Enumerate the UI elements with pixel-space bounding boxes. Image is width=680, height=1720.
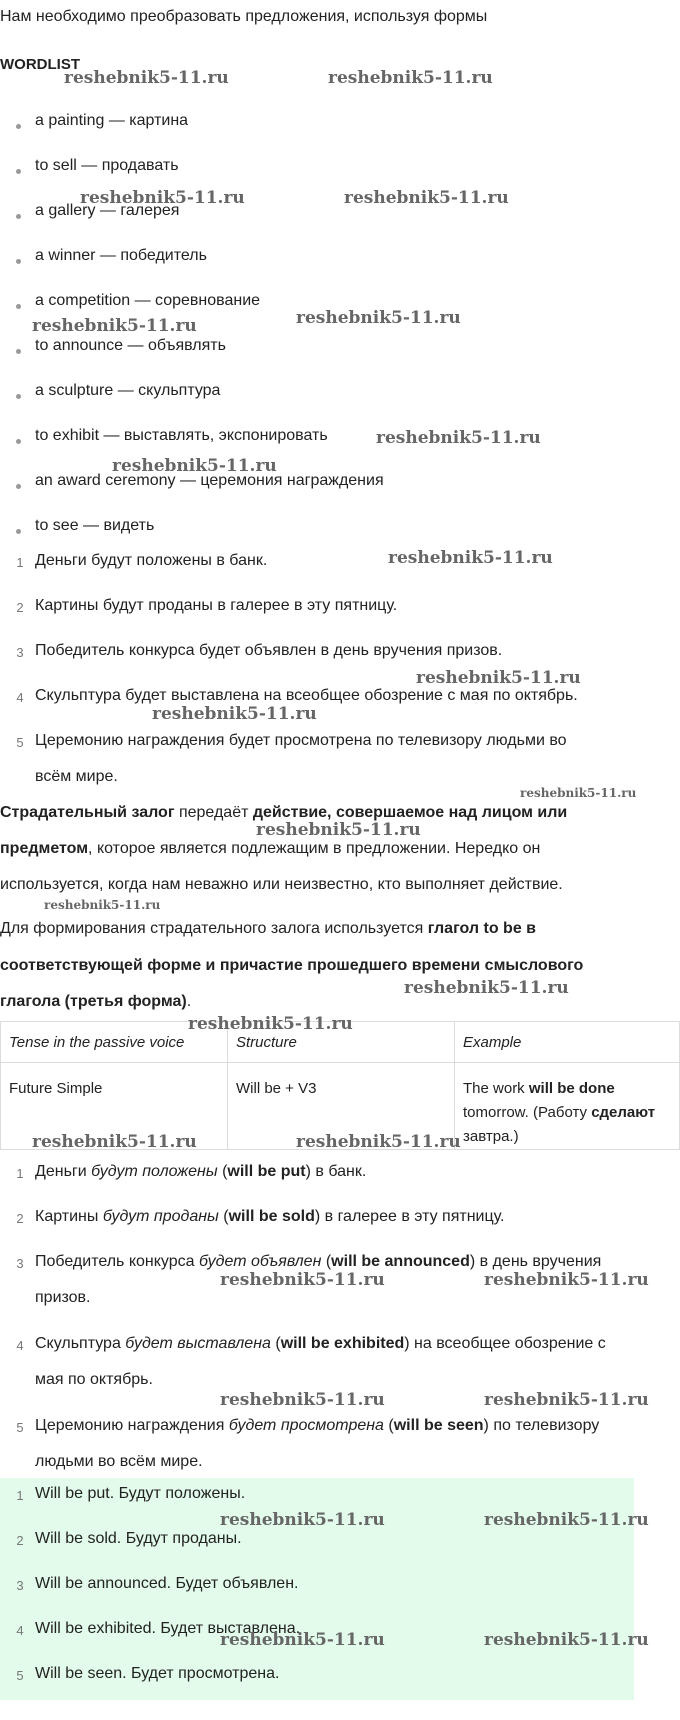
watermark: reshebnik5-11.ru bbox=[388, 548, 553, 568]
table-cell-structure: Will be + V3 bbox=[228, 1063, 455, 1150]
list-item: a gallery — галерея bbox=[35, 202, 180, 219]
watermark: reshebnik5-11.ru bbox=[44, 898, 161, 912]
theory-paragraph-1-line-3: используется, когда нам неважно или неизвестно, кто выполняет действие. bbox=[0, 876, 563, 893]
watermark: reshebnik5-11.ru bbox=[404, 978, 569, 998]
theory-paragraph-2-line-1: Для формирования страдательного залога используется глагол to be в bbox=[0, 920, 536, 937]
bullet-icon bbox=[16, 169, 21, 174]
watermark: reshebnik5-11.ru bbox=[220, 1270, 385, 1290]
item-number: 5 bbox=[16, 1668, 24, 1683]
watermark: reshebnik5-11.ru bbox=[188, 1014, 353, 1034]
watermark: reshebnik5-11.ru bbox=[80, 188, 245, 208]
item-number: 1 bbox=[16, 1166, 24, 1181]
item-number: 3 bbox=[16, 1256, 24, 1271]
list-item: to announce — объявлять bbox=[35, 337, 226, 354]
answer-item: Will be seen. Будет просмотрена. bbox=[35, 1665, 280, 1682]
item-number: 4 bbox=[16, 690, 24, 705]
list-item-continuation: мая по октябрь. bbox=[35, 1371, 153, 1388]
watermark: reshebnik5-11.ru bbox=[32, 316, 197, 336]
watermark: reshebnik5-11.ru bbox=[256, 820, 421, 840]
bullet-icon bbox=[16, 529, 21, 534]
item-number: 1 bbox=[16, 555, 24, 570]
list-item: Деньги будут положены (will be put) в банк. bbox=[35, 1163, 367, 1180]
list-item: Деньги будут положены в банк. bbox=[35, 552, 268, 569]
list-item: Победитель конкурса будет объявлен (will be announced) в день вручения bbox=[35, 1253, 602, 1270]
theory-paragraph-2-line-2: соответствующей форме и причастие прошедшего времени смыслового bbox=[0, 957, 584, 974]
list-item: to see — видеть bbox=[35, 517, 155, 534]
watermark: reshebnik5-11.ru bbox=[64, 68, 229, 88]
table-header-cell: Structure bbox=[228, 1022, 455, 1063]
item-number: 3 bbox=[16, 1578, 24, 1593]
bullet-icon bbox=[16, 439, 21, 444]
list-item: Победитель конкурса будет объявлен в день вручения призов. bbox=[35, 642, 503, 659]
table-row bbox=[1, 1063, 680, 1150]
list-item: Скульптура будет выставлена (will be exhibited) на всеобщее обозрение с bbox=[35, 1335, 606, 1352]
table-header-row bbox=[1, 1022, 680, 1063]
watermark: reshebnik5-11.ru bbox=[220, 1390, 385, 1410]
list-item-continuation: людьми во всём мире. bbox=[35, 1453, 203, 1470]
list-item: a winner — победитель bbox=[35, 247, 207, 264]
theory-paragraph-1-line-2: предметом, которое является подлежащим в предложении. Нередко он bbox=[0, 840, 541, 857]
bullet-icon bbox=[16, 394, 21, 399]
list-item: a painting — картина bbox=[35, 112, 189, 129]
watermark: reshebnik5-11.ru bbox=[416, 668, 581, 688]
watermark: reshebnik5-11.ru bbox=[344, 188, 509, 208]
list-item: a sculpture — скульптура bbox=[35, 382, 221, 399]
list-item: Картины будут проданы в галерее в эту пятницу. bbox=[35, 597, 398, 614]
watermark: reshebnik5-11.ru bbox=[152, 704, 317, 724]
list-item: a competition — соревнование bbox=[35, 292, 261, 309]
item-number: 5 bbox=[16, 735, 24, 750]
list-item: Церемонию награждения будет просмотрена по телевизору людьми во bbox=[35, 732, 567, 749]
item-number: 1 bbox=[16, 1488, 24, 1503]
table-cell-tense: Future Simple bbox=[1, 1063, 228, 1150]
list-item: Картины будут проданы (will be sold) в галерее в эту пятницу. bbox=[35, 1208, 505, 1225]
answer-item: Will be put. Будут положены. bbox=[35, 1485, 246, 1502]
item-number: 2 bbox=[16, 1533, 24, 1548]
item-number: 5 bbox=[16, 1420, 24, 1435]
item-number: 3 bbox=[16, 645, 24, 660]
answer-item: Will be announced. Будет объявлен. bbox=[35, 1575, 299, 1592]
item-number: 2 bbox=[16, 600, 24, 615]
wordlist-heading: WORDLIST bbox=[0, 56, 80, 73]
list-item: Церемонию награждения будет просмотрена (will be seen) по телевизору bbox=[35, 1417, 600, 1434]
list-item: Скульптура будет выставлена на всеобщее обозрение с мая по октябрь. bbox=[35, 687, 578, 704]
answer-item: Will be sold. Будут проданы. bbox=[35, 1530, 242, 1547]
watermark: reshebnik5-11.ru bbox=[32, 1132, 197, 1152]
theory-paragraph-2-line-3: глагола (третья форма). bbox=[0, 993, 192, 1010]
watermark: reshebnik5-11.ru bbox=[520, 786, 637, 800]
list-item: to exhibit — выставлять, экспонировать bbox=[35, 427, 328, 444]
bullet-icon bbox=[16, 214, 21, 219]
watermark: reshebnik5-11.ru bbox=[484, 1390, 649, 1410]
bullet-icon bbox=[16, 484, 21, 489]
watermark: reshebnik5-11.ru bbox=[296, 308, 461, 328]
watermark: reshebnik5-11.ru bbox=[220, 1630, 385, 1650]
item-number: 4 bbox=[16, 1338, 24, 1353]
watermark: reshebnik5-11.ru bbox=[484, 1510, 649, 1530]
item-number: 4 bbox=[16, 1623, 24, 1638]
watermark: reshebnik5-11.ru bbox=[220, 1510, 385, 1530]
watermark: reshebnik5-11.ru bbox=[376, 428, 541, 448]
item-number: 2 bbox=[16, 1211, 24, 1226]
bullet-icon bbox=[16, 349, 21, 354]
table-header-cell: Example bbox=[455, 1022, 680, 1063]
watermark: reshebnik5-11.ru bbox=[484, 1630, 649, 1650]
list-item-continuation: призов. bbox=[35, 1289, 91, 1306]
list-item: to sell — продавать bbox=[35, 157, 179, 174]
passive-voice-table bbox=[0, 1021, 680, 1150]
watermark: reshebnik5-11.ru bbox=[328, 68, 493, 88]
bullet-icon bbox=[16, 304, 21, 309]
list-item: an award ceremony — церемония награждения bbox=[35, 472, 384, 489]
table-header-cell: Tense in the passive voice bbox=[1, 1022, 228, 1063]
theory-paragraph-1-line-1: Страдательный залог передаёт действие, совершаемое над лицом или bbox=[0, 804, 568, 821]
bullet-icon bbox=[16, 259, 21, 264]
watermark: reshebnik5-11.ru bbox=[112, 456, 277, 476]
table-cell-example: The work will be done tomorrow. (Работу сделают завтра.) bbox=[455, 1063, 680, 1150]
watermark: reshebnik5-11.ru bbox=[296, 1132, 461, 1152]
answer-item: Will be exhibited. Будет выставлена. bbox=[35, 1620, 301, 1637]
intro-text: Нам необходимо преобразовать предложения, используя формы bbox=[0, 8, 488, 25]
watermark: reshebnik5-11.ru bbox=[484, 1270, 649, 1290]
bullet-icon bbox=[16, 124, 21, 129]
list-item-continuation: всём мире. bbox=[35, 768, 118, 785]
